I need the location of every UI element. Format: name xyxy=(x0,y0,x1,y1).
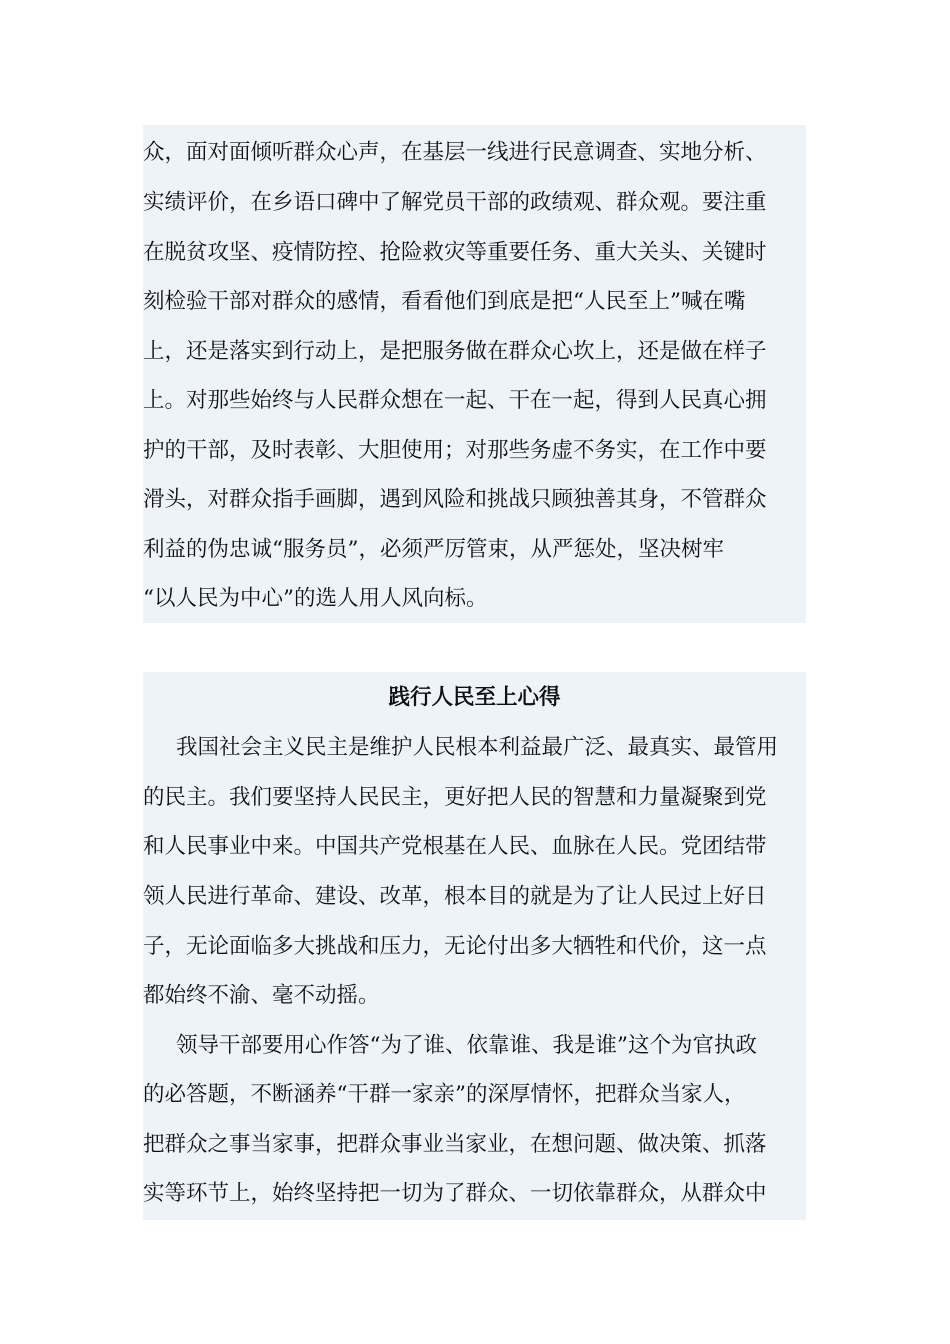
body-line: 领导干部要用心作答“为了谁、依靠谁、我是谁”这个为官执政 xyxy=(176,1033,757,1058)
body-line: 滑头，对群众指手画脚，遇到风险和挑战只顾独善其身，不管群众 xyxy=(143,487,767,512)
body-line: 众，面对面倾听群众心声，在基层一线进行民意调查、实地分析、 xyxy=(143,140,767,165)
body-line: 我国社会主义民主是维护人民根本利益最广泛、最真实、最管用 xyxy=(176,735,779,760)
body-line: 实等环节上，始终坚持把一切为了群众、一切依靠群众，从群众中 xyxy=(143,1181,767,1206)
body-line: 都始终不渝、毫不动摇。 xyxy=(143,983,380,1008)
body-line: 利益的伪忠诚“服务员”，必须严厉管束，从严惩处，坚决树牢 xyxy=(143,537,724,562)
text-block-continued xyxy=(143,125,806,623)
article-section xyxy=(143,672,806,1220)
body-line: 和人民事业中来。中国共产党根基在人民、血脉在人民。党团结带 xyxy=(143,834,767,859)
body-line: 上，还是落实到行动上，是把服务做在群众心坎上，还是做在样子 xyxy=(143,339,767,364)
body-line: 的民主。我们要坚持人民民主，更好把人民的智慧和力量凝聚到党 xyxy=(143,785,767,810)
body-line: 实绩评价，在乡语口碑中了解党员干部的政绩观、群众观。要注重 xyxy=(143,190,767,215)
body-line: 领人民进行革命、建设、改革，根本目的就是为了让人民过上好日 xyxy=(143,884,767,909)
body-line: 护的干部，及时表彰、大胆使用；对那些务虚不务实，在工作中要 xyxy=(143,438,767,463)
body-line: “以人民为中心”的选人用人风向标。 xyxy=(143,586,488,611)
body-line: 子，无论面临多大挑战和压力，无论付出多大牺牲和代价，这一点 xyxy=(143,934,767,959)
body-line: 把群众之事当家事，把群众事业当家业，在想问题、做决策、抓落 xyxy=(143,1132,767,1157)
body-line: 刻检验干部对群众的感情，看看他们到底是把“人民至上”喊在嘴 xyxy=(143,289,746,314)
body-line: 的必答题，不断涵养“干群一家亲”的深厚情怀，把群众当家人， xyxy=(143,1082,746,1107)
body-line: 上。对那些始终与人民群众想在一起、干在一起，得到人民真心拥 xyxy=(143,388,767,413)
section-title: 践行人民至上心得 xyxy=(388,685,561,710)
body-line: 在脱贫攻坚、疫情防控、抢险救灾等重要任务、重大关头、关键时 xyxy=(143,240,767,265)
